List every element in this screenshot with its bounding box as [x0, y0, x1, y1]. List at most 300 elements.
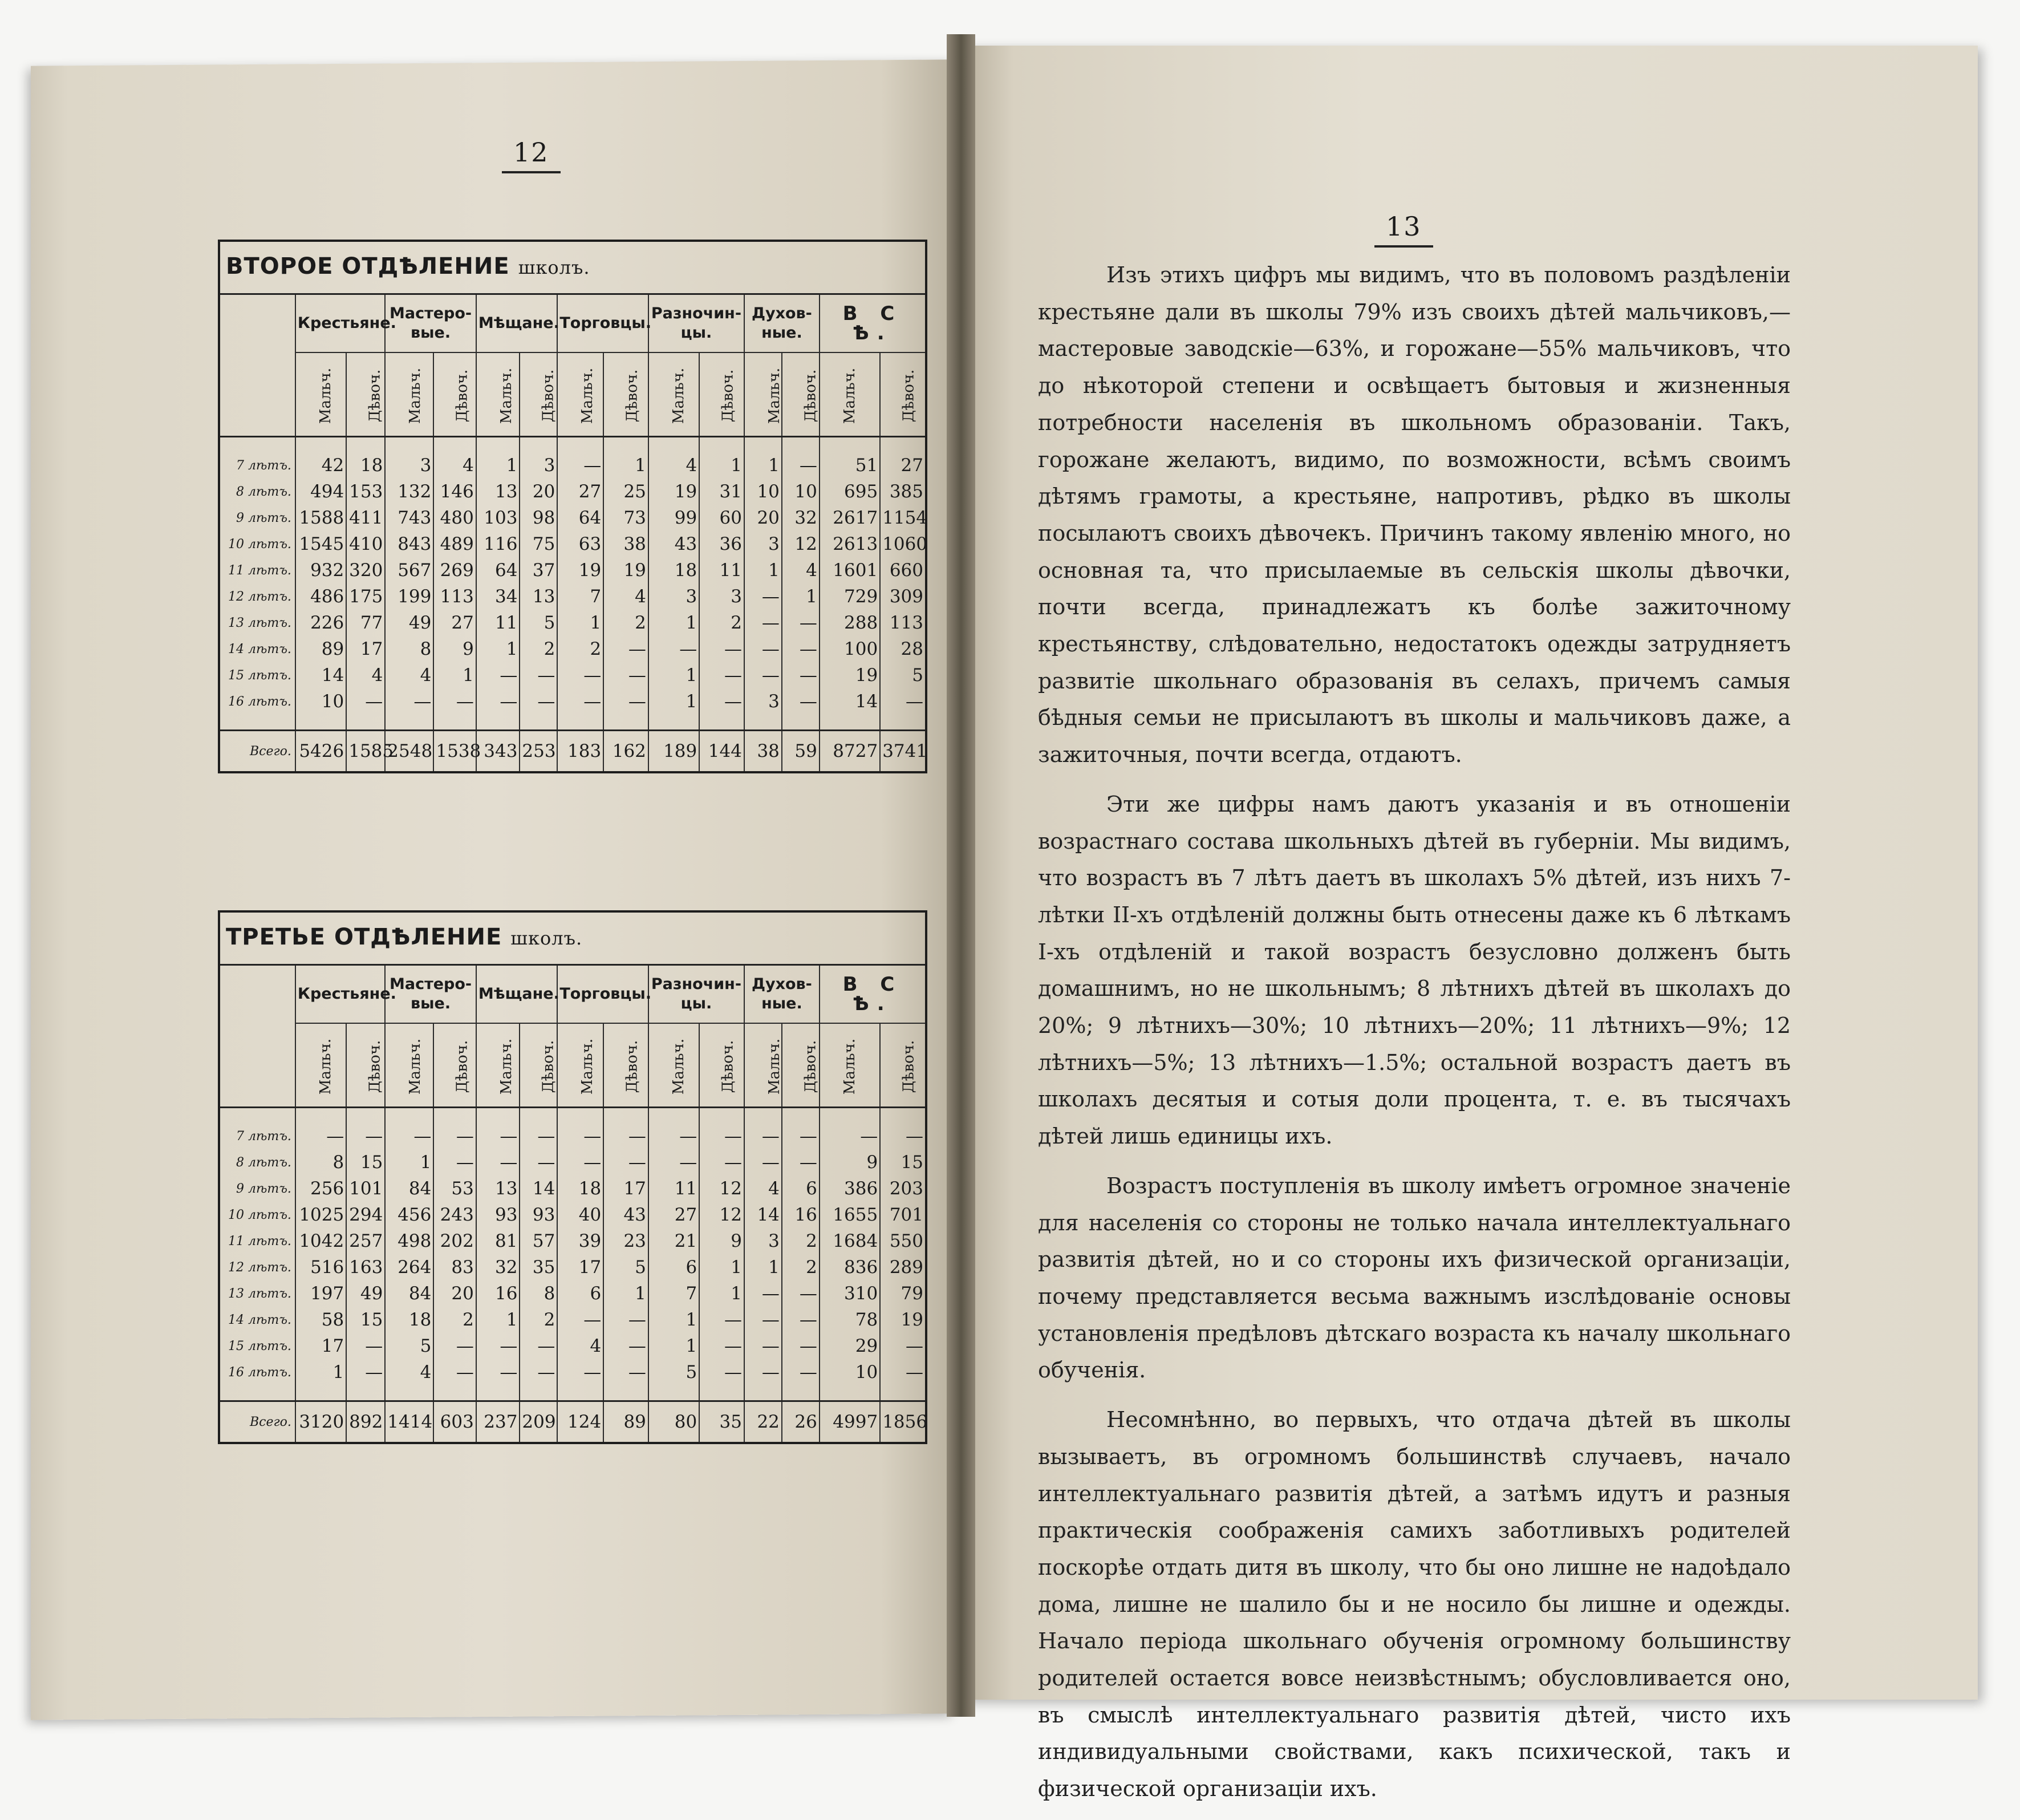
table-cell: 11 [699, 557, 744, 583]
table-cell: — [603, 662, 648, 688]
subheader-girls: Дѣвоч. [520, 352, 557, 437]
table-cell: 264 [385, 1254, 433, 1280]
table-cell: 31 [699, 479, 744, 505]
table-cell: — [744, 1333, 782, 1359]
subheader-boys: Мальч. [820, 352, 880, 437]
table-cell: 132 [385, 479, 433, 505]
table-cell: 38 [603, 531, 648, 557]
table-cell: 34 [476, 583, 520, 610]
table-cell: 175 [346, 583, 385, 610]
table-cell: — [346, 1333, 385, 1359]
table-cell: — [433, 1333, 476, 1359]
table-cell: 9 [699, 1228, 744, 1254]
table-cell: 5 [520, 610, 557, 636]
age-label: 14 лѣтъ. [228, 1312, 291, 1327]
table-cell: 27 [557, 479, 603, 505]
total-cell: 124 [557, 1401, 603, 1442]
book-gutter [947, 34, 975, 1717]
table-cell: 75 [520, 531, 557, 557]
table-cell: — [782, 662, 820, 688]
table-cell: — [476, 662, 520, 688]
table-cell: 93 [476, 1202, 520, 1228]
table-cell: 32 [476, 1254, 520, 1280]
table-cell: 1 [557, 610, 603, 636]
table-cell: 1655 [820, 1202, 880, 1228]
table-cell: 7 [648, 1280, 699, 1307]
table-cell: 15 [346, 1149, 385, 1175]
table-cell: — [782, 1280, 820, 1307]
table-cell: 9 [820, 1149, 880, 1175]
table-cell: — [476, 1149, 520, 1175]
table-cell: — [603, 1333, 648, 1359]
table-cell: 37 [520, 557, 557, 583]
table-cell: 320 [346, 557, 385, 583]
table-cell: — [520, 1149, 557, 1175]
table-cell: 93 [520, 1202, 557, 1228]
table-row [220, 1202, 925, 1228]
page-number-right: 13 [1386, 211, 1422, 242]
table-cell: — [699, 1123, 744, 1149]
age-label: 15 лѣтъ. [228, 668, 291, 683]
table-cell: 113 [880, 610, 925, 636]
subheader-girls: Дѣвоч. [433, 1023, 476, 1108]
table-cell: 256 [295, 1175, 346, 1202]
table-cell: — [782, 1359, 820, 1385]
table-cell: 19 [880, 1307, 925, 1333]
total-cell: 603 [433, 1401, 476, 1442]
table-cell: 1 [385, 1149, 433, 1175]
total-cell: 59 [782, 731, 820, 772]
table-cell: — [699, 688, 744, 715]
table-cell: 3 [520, 452, 557, 479]
table-second-division [218, 240, 927, 773]
table-cell: 12 [699, 1175, 744, 1202]
total-cell: 5426 [295, 731, 346, 772]
table-cell: — [648, 1123, 699, 1149]
table-cell: 197 [295, 1280, 346, 1307]
table-cell: 1 [648, 1333, 699, 1359]
table-cell: — [880, 1333, 925, 1359]
subheader-girls: Дѣвоч. [880, 352, 925, 437]
table-cell: 1 [744, 1254, 782, 1280]
group-header: Духов- ные. [744, 966, 820, 1023]
table-cell: — [744, 1123, 782, 1149]
subheader-boys: Мальч. [295, 1023, 346, 1108]
total-label: Всего. [220, 731, 295, 772]
table-cell: — [476, 1123, 520, 1149]
table-cell: 1 [648, 688, 699, 715]
table-cell: 1042 [295, 1228, 346, 1254]
group-header: Торговцы. [557, 966, 648, 1023]
table-cell: 1601 [820, 557, 880, 583]
table-cell: 64 [476, 557, 520, 583]
table-row [220, 479, 925, 505]
table-cell: — [557, 688, 603, 715]
table-cell: 32 [782, 505, 820, 531]
table-cell: — [699, 636, 744, 662]
table-cell: 4 [744, 1175, 782, 1202]
table-cell: 1 [295, 1359, 346, 1385]
table-cell: 1545 [295, 531, 346, 557]
table-cell: 73 [603, 505, 648, 531]
table-cell: 78 [820, 1307, 880, 1333]
table-cell: — [699, 1359, 744, 1385]
table-cell: 1 [648, 610, 699, 636]
table-cell: 5 [603, 1254, 648, 1280]
table-cell: 14 [295, 662, 346, 688]
age-label: 11 лѣтъ. [228, 1234, 291, 1249]
table-row [220, 1280, 925, 1307]
body-text [1038, 257, 1791, 1820]
total-label: Всего. [220, 1401, 295, 1442]
table-cell: 84 [385, 1280, 433, 1307]
total-cell: 80 [648, 1401, 699, 1442]
table-cell: 99 [648, 505, 699, 531]
table-cell: 6 [557, 1280, 603, 1307]
table-cell: — [699, 1149, 744, 1175]
group-header: Крестьяне. [295, 295, 385, 352]
subheader-boys: Мальч. [648, 352, 699, 437]
table-cell: 4 [782, 557, 820, 583]
table-cell: 64 [557, 505, 603, 531]
table-cell: 11 [648, 1175, 699, 1202]
table-cell: 243 [433, 1202, 476, 1228]
table-row [220, 610, 925, 636]
table-cell: 2 [782, 1254, 820, 1280]
table-cell: 83 [433, 1254, 476, 1280]
table-cell: — [346, 1123, 385, 1149]
subheader-girls: Дѣвоч. [433, 352, 476, 437]
table-cell: 9 [433, 636, 476, 662]
table-cell: — [433, 1123, 476, 1149]
table-cell: 516 [295, 1254, 346, 1280]
table-cell: 2613 [820, 531, 880, 557]
table-cell: 27 [648, 1202, 699, 1228]
table-cell: — [520, 1359, 557, 1385]
table-cell: 58 [295, 1307, 346, 1333]
table-row [220, 688, 925, 715]
table-cell: 2 [603, 610, 648, 636]
table-cell: 19 [648, 479, 699, 505]
subheader-girls: Дѣвоч. [520, 1023, 557, 1108]
total-row [220, 731, 925, 772]
table-cell: 309 [880, 583, 925, 610]
table-cell: 4 [603, 583, 648, 610]
table-cell: — [782, 688, 820, 715]
total-cell: 8727 [820, 731, 880, 772]
table-cell: — [520, 1123, 557, 1149]
total-row [220, 1401, 925, 1442]
total-cell: 892 [346, 1401, 385, 1442]
table-cell: 146 [433, 479, 476, 505]
table-cell: 410 [346, 531, 385, 557]
table-row [220, 505, 925, 531]
table-cell: — [744, 1307, 782, 1333]
table-cell: 17 [346, 636, 385, 662]
table-cell: — [782, 452, 820, 479]
table-cell: 63 [557, 531, 603, 557]
group-header: Торговцы. [557, 295, 648, 352]
table-cell: 27 [880, 452, 925, 479]
total-cell: 209 [520, 1401, 557, 1442]
subheader-boys: Мальч. [476, 352, 520, 437]
group-header: Разночин- цы. [648, 295, 744, 352]
table-cell: 4 [433, 452, 476, 479]
table-cell: — [782, 1333, 820, 1359]
table-cell: 17 [295, 1333, 346, 1359]
table-cell: — [744, 662, 782, 688]
table-row [220, 583, 925, 610]
table-cell: 12 [699, 1202, 744, 1228]
table-cell: — [603, 1123, 648, 1149]
total-cell: 1856 [880, 1401, 925, 1442]
group-header: Мѣщане. [476, 295, 558, 352]
table-cell: 203 [880, 1175, 925, 1202]
table-cell: 3 [648, 583, 699, 610]
table-cell: — [385, 1123, 433, 1149]
table-cell: 103 [476, 505, 520, 531]
table-title [220, 913, 925, 966]
table-cell: 4 [385, 1359, 433, 1385]
table-cell: — [782, 1149, 820, 1175]
table-cell: 21 [648, 1228, 699, 1254]
table-cell: 18 [385, 1307, 433, 1333]
total-cell: 4997 [820, 1401, 880, 1442]
subheader-boys: Мальч. [385, 352, 433, 437]
table-cell: 6 [782, 1175, 820, 1202]
total-cell: 38 [744, 731, 782, 772]
table-cell: 1 [603, 1280, 648, 1307]
table-cell: 15 [346, 1307, 385, 1333]
table-cell: 29 [820, 1333, 880, 1359]
table-row [220, 557, 925, 583]
table-cell: 1 [744, 557, 782, 583]
table-cell: 43 [648, 531, 699, 557]
total-cell: 1538 [433, 731, 476, 772]
paragraph: Эти же цифры намъ даютъ указанія и въ отношеніи возрастнаго состава школьныхъ дѣтей въ губерніи. Мы видимъ, что возрастъ въ 7 лѣтъ даетъ въ школахъ 5% дѣтей, изъ нихъ 7-лѣтки II-хъ отдѣленій должны быть отнесены даже къ 6 лѣткамъ I-хъ отдѣленій и такой возрастъ безусловно долженъ быть домашнимъ, но не школьнымъ; 8 лѣтнихъ дѣтей въ школахъ до 20%; 9 лѣтнихъ—30%; 10 лѣтнихъ—20%; 11 лѣтнихъ—9%; 12 лѣтнихъ—5%; 13 лѣтнихъ—1.5%; остальной возрастъ даетъ въ школахъ десятыя и сотыя доли процента, т. е. въ тысячахъ дѣтей лишь единицы ихъ. [1038, 791, 1791, 1149]
group-header: Мастеро- вые. [385, 295, 476, 352]
table-row [220, 662, 925, 688]
table-cell: 39 [557, 1228, 603, 1254]
table-cell: 4 [346, 662, 385, 688]
total-cell: 237 [476, 1401, 520, 1442]
table-cell: 567 [385, 557, 433, 583]
table-cell: 20 [520, 479, 557, 505]
subheader-girls: Дѣвоч. [782, 352, 820, 437]
table-cell: 456 [385, 1202, 433, 1228]
table-cell: 3 [744, 688, 782, 715]
table-cell: 79 [880, 1280, 925, 1307]
table-cell: 5 [385, 1333, 433, 1359]
total-cell: 183 [557, 731, 603, 772]
table-cell: 843 [385, 531, 433, 557]
table-cell: 1 [744, 452, 782, 479]
table-cell: 27 [433, 610, 476, 636]
table-cell: 1 [603, 452, 648, 479]
table-cell: 20 [744, 505, 782, 531]
table-cell: 5 [880, 662, 925, 688]
table-title [220, 242, 925, 295]
table-cell: 14 [744, 1202, 782, 1228]
table-cell: — [557, 1307, 603, 1333]
table-cell: — [744, 1280, 782, 1307]
table-cell: — [520, 688, 557, 715]
age-label: 15 лѣтъ. [228, 1339, 291, 1353]
subheader-boys: Мальч. [820, 1023, 880, 1108]
table-cell: 42 [295, 452, 346, 479]
subheader-boys: Мальч. [744, 1023, 782, 1108]
table-cell: — [782, 1307, 820, 1333]
table-cell: — [476, 688, 520, 715]
age-label: 12 лѣтъ. [228, 1260, 291, 1275]
table-cell: 743 [385, 505, 433, 531]
table-cell: — [744, 583, 782, 610]
total-cell: 253 [520, 731, 557, 772]
table-title-main: ТРЕТЬЕ ОТДѢЛЕНИЕ [226, 924, 502, 950]
age-label: 11 лѣтъ. [228, 563, 291, 578]
table-cell: 257 [346, 1228, 385, 1254]
table-cell: 8 [520, 1280, 557, 1307]
table-cell: 1060 [880, 531, 925, 557]
age-label: 7 лѣтъ. [236, 458, 291, 473]
total-cell: 2548 [385, 731, 433, 772]
table-cell: — [820, 1123, 880, 1149]
subheader-girls: Дѣвоч. [880, 1023, 925, 1108]
table-title-small: школъ. [510, 927, 583, 949]
table-cell: 2 [520, 636, 557, 662]
table-cell: 13 [520, 583, 557, 610]
table-cell: 1 [648, 1307, 699, 1333]
table-cell: 386 [820, 1175, 880, 1202]
table-cell: — [433, 688, 476, 715]
table-row [220, 1228, 925, 1254]
table-cell: 19 [557, 557, 603, 583]
subheader-girls: Дѣвоч. [782, 1023, 820, 1108]
table-cell: — [880, 1123, 925, 1149]
age-label: 14 лѣтъ. [228, 642, 291, 656]
table-cell: 98 [520, 505, 557, 531]
table-cell: — [782, 610, 820, 636]
table-cell: 10 [744, 479, 782, 505]
age-label: 9 лѣтъ. [236, 1181, 291, 1196]
table-cell: — [385, 688, 433, 715]
table-cell: 13 [476, 479, 520, 505]
table-cell: 51 [820, 452, 880, 479]
total-cell: 89 [603, 1401, 648, 1442]
table-cell: 19 [820, 662, 880, 688]
subheader-boys: Мальч. [648, 1023, 699, 1108]
subheader-boys: Мальч. [385, 1023, 433, 1108]
table-cell: — [476, 1359, 520, 1385]
subheader-girls: Дѣвоч. [346, 352, 385, 437]
table-cell: — [520, 1333, 557, 1359]
age-label: 10 лѣтъ. [228, 1207, 291, 1222]
table-cell: — [603, 636, 648, 662]
table-cell: 4 [385, 662, 433, 688]
table-cell: 49 [385, 610, 433, 636]
table-cell: 18 [557, 1175, 603, 1202]
data-table [220, 966, 928, 1442]
table-cell: 494 [295, 479, 346, 505]
table-cell: 19 [603, 557, 648, 583]
table-cell: — [699, 1333, 744, 1359]
group-header: Духов- ные. [744, 295, 820, 352]
table-cell: 4 [648, 452, 699, 479]
header-corner [220, 295, 295, 437]
table-cell: 1 [433, 662, 476, 688]
table-row [220, 1175, 925, 1202]
age-label: 9 лѣтъ. [236, 510, 291, 525]
table-cell: 100 [820, 636, 880, 662]
table-cell: 84 [385, 1175, 433, 1202]
table-cell: — [433, 1149, 476, 1175]
table-cell: 57 [520, 1228, 557, 1254]
table-row [220, 452, 925, 479]
total-cell: 3741 [880, 731, 925, 772]
subheader-girls: Дѣвоч. [346, 1023, 385, 1108]
table-cell: — [603, 1359, 648, 1385]
total-cell: 1414 [385, 1401, 433, 1442]
table-cell: 3 [744, 531, 782, 557]
table-cell: 20 [433, 1280, 476, 1307]
table-cell: 10 [295, 688, 346, 715]
table-cell: 2 [433, 1307, 476, 1333]
table-cell: 18 [648, 557, 699, 583]
table-cell: 2 [699, 610, 744, 636]
table-cell: — [782, 636, 820, 662]
table-cell: — [603, 1149, 648, 1175]
table-cell: 288 [820, 610, 880, 636]
table-row [220, 1254, 925, 1280]
total-cell: 1585 [346, 731, 385, 772]
table-cell: 289 [880, 1254, 925, 1280]
table-cell: 15 [880, 1149, 925, 1175]
age-label: 8 лѣтъ. [236, 1155, 291, 1170]
table-cell: 77 [346, 610, 385, 636]
table-cell: 16 [476, 1280, 520, 1307]
table-row [220, 1307, 925, 1333]
table-cell: — [557, 1123, 603, 1149]
table-cell: 28 [880, 636, 925, 662]
table-cell: 310 [820, 1280, 880, 1307]
table-row [220, 1149, 925, 1175]
table-cell: 932 [295, 557, 346, 583]
table-cell: 81 [476, 1228, 520, 1254]
table-cell: 14 [520, 1175, 557, 1202]
group-header: Крестьяне. [295, 966, 385, 1023]
total-cell: 35 [699, 1401, 744, 1442]
table-cell: — [782, 1123, 820, 1149]
subheader-girls: Дѣвоч. [603, 1023, 648, 1108]
table-cell: 113 [433, 583, 476, 610]
age-label: 12 лѣтъ. [228, 589, 291, 604]
table-cell: — [557, 662, 603, 688]
subheader-boys: Мальч. [476, 1023, 520, 1108]
table-cell: 1025 [295, 1202, 346, 1228]
table-cell: — [744, 1149, 782, 1175]
paragraph: Несомнѣнно, во первыхъ, что отдача дѣтей въ школы вызываетъ, въ огромномъ большинствѣ случаевъ, начало интеллектуальнаго развитія дѣтей, а затѣмъ идутъ и разныя практическія соображенія самихъ заботливыхъ родителей поскорѣе отдать дитя въ школу, что бы оно лишне не надоѣдало дома, лишне не шалило бы и не носило бы лишне и одежды. Начало періода школьнаго обученія огромному большинству родителей остается вовсе неизвѣстнымъ; обусловливается оно, въ смыслѣ интеллектуальнаго развитія дѣтей, чисто ихъ индивидуальными свойствами, какъ психической, такъ и физической организаціи ихъ. [1038, 1407, 1791, 1802]
table-cell: 2 [782, 1228, 820, 1254]
table-cell: 701 [880, 1202, 925, 1228]
table-cell: 3 [385, 452, 433, 479]
table-title-main: ВТОРОЕ ОТДѢЛЕНИЕ [226, 253, 510, 279]
table-cell: 18 [346, 452, 385, 479]
table-cell: 202 [433, 1228, 476, 1254]
table-cell: 199 [385, 583, 433, 610]
group-header: Разночин- цы. [648, 966, 744, 1023]
table-cell: — [699, 1307, 744, 1333]
table-cell: 8 [385, 636, 433, 662]
